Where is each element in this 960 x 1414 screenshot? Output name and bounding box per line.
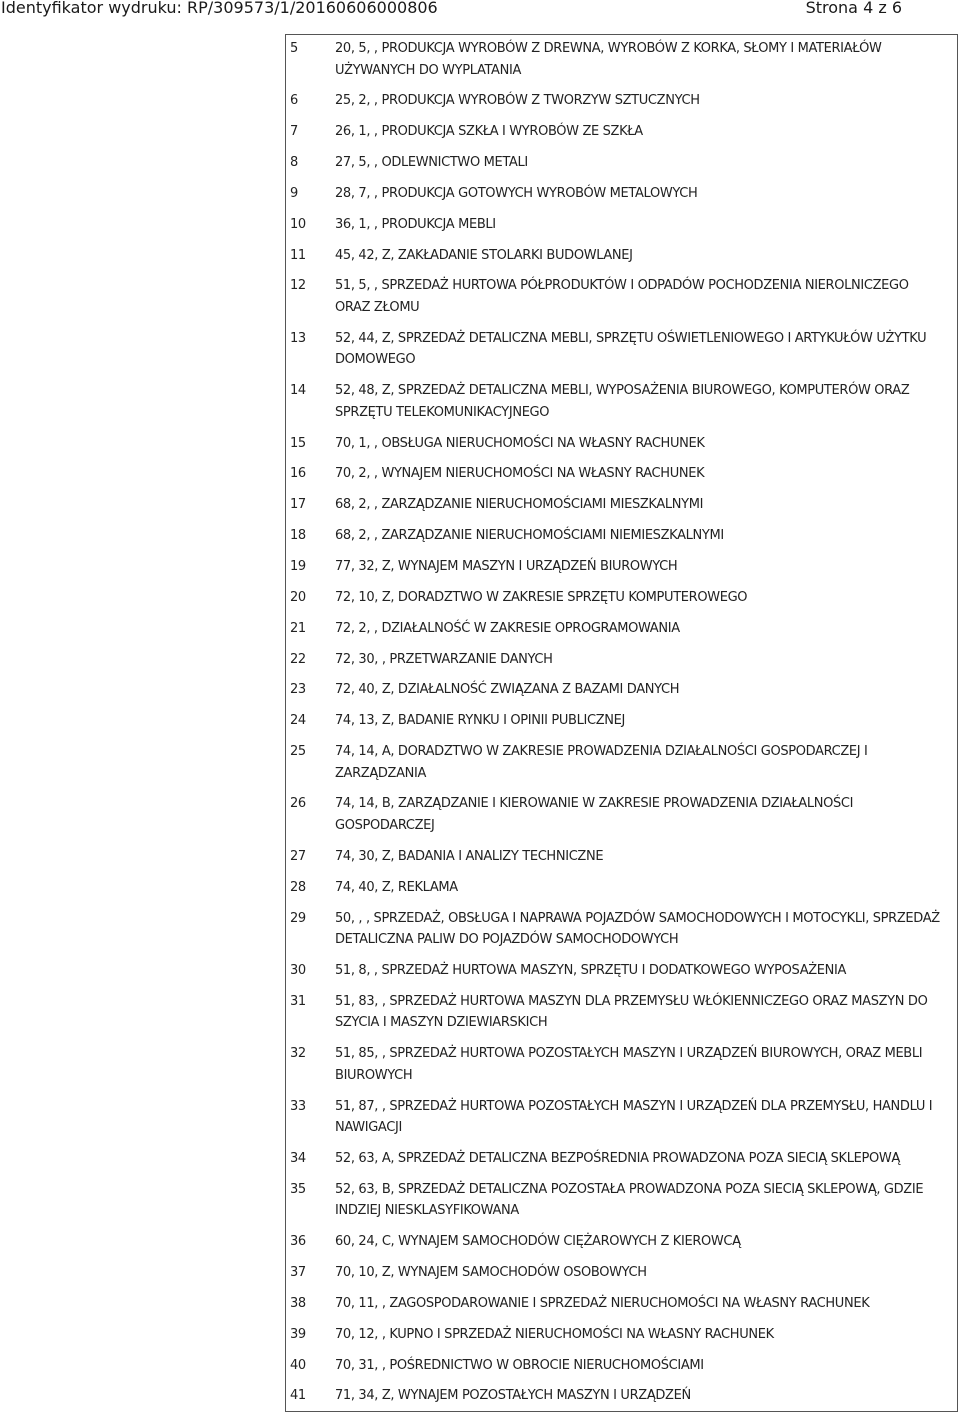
row-number: 29: [290, 910, 306, 926]
row-number: 15: [290, 435, 306, 451]
row-number: 16: [290, 466, 306, 482]
row-activity-text: 70, 11, , ZAGOSPODAROWANIE I SPRZEDAŻ NIERUCHOMOŚCI NA WŁASNY RACHUNEK: [335, 1295, 870, 1311]
row-activity-text: 72, 40, Z, DZIAŁALNOŚĆ ZWIĄZANA Z BAZAMI DANYCH: [335, 682, 680, 698]
row-activity-text: 52, 63, A, SPRZEDAŻ DETALICZNA BEZPOŚREDNIA PROWADZONA POZA SIECIĄ SKLEPOWĄ: [335, 1150, 900, 1166]
row-activity-text: 50, , , SPRZEDAŻ, OBSŁUGA I NAPRAWA POJAZDÓW SAMOCHODOWYCH I MOTOCYKLI, SPRZEDAŻ DETALICZNA PALIW DO POJAZDÓW SAMOCHODOWYCH: [335, 910, 940, 948]
row-number: 24: [290, 713, 306, 729]
row-activity-text: 52, 48, Z, SPRZEDAŻ DETALICZNA MEBLI, WYPOSAŻENIA BIUROWEGO, KOMPUTERÓW ORAZ SPRZĘTU TELEKOMUNIKACYJNEGO: [335, 383, 910, 420]
row-activity-text: 51, 5, , SPRZEDAŻ HURTOWA PÓŁPRODUKTÓW I ODPADÓW POCHODZENIA NIEROLNICZEGO ORAZ ZŁOMU: [335, 278, 909, 315]
table-row: [285, 34, 958, 86]
row-activity-text: 72, 2, , DZIAŁALNOŚĆ W ZAKRESIE OPROGRAMOWANIA: [335, 620, 680, 636]
table-row: [285, 1258, 958, 1289]
row-number: 19: [290, 559, 306, 574]
table-row: [285, 956, 958, 987]
row-activity-text: 26, 1, , PRODUKCJA SZKŁA I WYROBÓW ZE SZKŁA: [335, 124, 643, 140]
table-row: [285, 904, 958, 956]
row-number: 7: [290, 124, 298, 140]
row-activity-text: 51, 85, , SPRZEDAŻ HURTOWA POZOSTAŁYCH MASZYN I URZĄDZEŃ BIUROWYCH, ORAZ MEBLI BIUROWYCH: [335, 1046, 923, 1083]
row-activity-text: 74, 14, B, ZARZĄDZANIE I KIEROWANIE W ZAKRESIE PROWADZENIA DZIAŁALNOŚCI GOSPODARCZEJ: [335, 796, 854, 833]
row-activity-text: 68, 2, , ZARZĄDZANIE NIERUCHOMOŚCIAMI NIEMIESZKALNYMI: [335, 528, 724, 544]
row-number: 38: [290, 1295, 306, 1311]
row-number: 33: [290, 1098, 306, 1114]
row-number: 36: [290, 1234, 306, 1250]
table-row: [285, 737, 958, 789]
row-number: 6: [290, 93, 298, 109]
row-number: 18: [290, 528, 306, 544]
row-activity-text: 70, 10, Z, WYNAJEM SAMOCHODÓW OSOBOWYCH: [335, 1265, 647, 1281]
row-number: 5: [290, 41, 298, 56]
row-number: 11: [290, 247, 306, 263]
table-row: [285, 789, 958, 841]
row-number: 40: [290, 1357, 306, 1373]
page-number: Strona 4 z 6: [805, 0, 902, 17]
table-row: [285, 645, 958, 676]
table-row: [285, 1175, 958, 1227]
row-activity-text: 77, 32, Z, WYNAJEM MASZYN I URZĄDZEŃ BIUROWYCH: [335, 559, 678, 574]
row-number: 12: [290, 278, 306, 294]
table-row: [285, 86, 958, 117]
row-number: 31: [290, 993, 306, 1009]
table-row: [285, 210, 958, 241]
row-number: 23: [290, 682, 306, 698]
table-row: [285, 271, 958, 323]
row-activity-text: 52, 44, Z, SPRZEDAŻ DETALICZNA MEBLI, SPRZĘTU OŚWIETLENIOWEGO I ARTYKUŁÓW UŻYTKU DOMOWEGO: [335, 330, 927, 368]
table-row: [285, 842, 958, 873]
row-activity-text: 20, 5, , PRODUKCJA WYROBÓW Z DREWNA, WYROBÓW Z KORKA, SŁOMY I MATERIAŁÓW UŻYWANYCH DO WYPLATANIA: [335, 41, 882, 78]
table-row: [285, 1144, 958, 1175]
row-activity-text: 28, 7, , PRODUKCJA GOTOWYCH WYROBÓW METALOWYCH: [335, 185, 698, 201]
row-activity-text: 70, 1, , OBSŁUGA NIERUCHOMOŚCI NA WŁASNY RACHUNEK: [335, 435, 705, 451]
table-row: [285, 1351, 958, 1382]
row-activity-text: 51, 83, , SPRZEDAŻ HURTOWA MASZYN DLA PRZEMYSŁU WŁÓKIENNICZEGO ORAZ MASZYN DO SZYCIA I MASZYN DZIEWIARSKICH: [335, 993, 928, 1031]
row-activity-text: 45, 42, Z, ZAKŁADANIE STOLARKI BUDOWLANEJ: [335, 247, 633, 263]
row-number: 22: [290, 651, 306, 667]
row-number: 13: [290, 330, 306, 346]
row-activity-text: 72, 10, Z, DORADZTWO W ZAKRESIE SPRZĘTU KOMPUTEROWEGO: [335, 589, 748, 605]
row-activity-text: 71, 34, Z, WYNAJEM POZOSTAŁYCH MASZYN I URZĄDZEŃ: [335, 1388, 691, 1404]
row-activity-text: 36, 1, , PRODUKCJA MEBLI: [335, 216, 496, 232]
row-activity-text: 68, 2, , ZARZĄDZANIE NIERUCHOMOŚCIAMI MIESZKALNYMI: [335, 497, 704, 513]
row-activity-text: 25, 2, , PRODUKCJA WYROBÓW Z TWORZYW SZTUCZNYCH: [335, 93, 700, 109]
row-activity-text: 70, 12, , KUPNO I SPRZEDAŻ NIERUCHOMOŚCI NA WŁASNY RACHUNEK: [335, 1326, 774, 1342]
row-number: 37: [290, 1265, 306, 1281]
row-activity-text: 27, 5, , ODLEWNICTWO METALI: [335, 155, 528, 171]
table-row: [285, 459, 958, 490]
row-number: 17: [290, 497, 306, 513]
table-row: [285, 1092, 958, 1144]
row-number: 20: [290, 589, 306, 605]
row-number: 28: [290, 879, 306, 895]
row-number: 41: [290, 1388, 306, 1404]
row-activity-text: 70, 2, , WYNAJEM NIERUCHOMOŚCI NA WŁASNY RACHUNEK: [335, 466, 705, 482]
table-row: [285, 241, 958, 272]
table-row: [285, 117, 958, 148]
row-activity-text: 51, 8, , SPRZEDAŻ HURTOWA MASZYN, SPRZĘTU I DODATKOWEGO WYPOSAŻENIA: [335, 962, 847, 978]
row-number: 39: [290, 1326, 306, 1342]
row-activity-text: 72, 30, , PRZETWARZANIE DANYCH: [335, 651, 553, 667]
row-number: 26: [290, 796, 306, 812]
row-activity-text: 52, 63, B, SPRZEDAŻ DETALICZNA POZOSTAŁA PROWADZONA POZA SIECIĄ SKLEPOWĄ, GDZIE INDZIEJ NIESKLASYFIKOWANA: [335, 1181, 924, 1219]
row-number: 32: [290, 1046, 306, 1062]
table-row: [285, 1320, 958, 1351]
page-header: [0, 0, 960, 22]
row-number: 30: [290, 962, 306, 978]
row-number: 34: [290, 1150, 306, 1166]
table-row: [285, 552, 958, 583]
table-row: [285, 873, 958, 904]
print-identifier: Identyfikator wydruku: RP/309573/1/20160606000806: [1, 0, 438, 17]
row-number: 10: [290, 216, 306, 232]
table-row: [285, 706, 958, 737]
table-row: [285, 521, 958, 552]
table-row: [285, 490, 958, 521]
table-row: [285, 1227, 958, 1258]
table-row: [285, 987, 958, 1039]
table-row: [285, 179, 958, 210]
row-activity-text: 70, 31, , POŚREDNICTWO W OBROCIE NIERUCHOMOŚCIAMI: [335, 1357, 704, 1373]
table-row: [285, 1381, 958, 1412]
table-row: [285, 376, 958, 428]
row-activity-text: 60, 24, C, WYNAJEM SAMOCHODÓW CIĘŻAROWYCH Z KIEROWCĄ: [335, 1234, 741, 1250]
row-number: 27: [290, 848, 306, 864]
table-row: [285, 1289, 958, 1320]
row-number: 35: [290, 1181, 306, 1197]
table-row: [285, 148, 958, 179]
row-number: 14: [290, 383, 306, 399]
row-number: 25: [290, 744, 306, 760]
pkd-activity-table: [285, 34, 958, 1412]
table-row: [285, 429, 958, 460]
row-activity-text: 74, 30, Z, BADANIA I ANALIZY TECHNICZNE: [335, 848, 604, 864]
row-number: 21: [290, 620, 306, 636]
row-activity-text: 74, 14, A, DORADZTWO W ZAKRESIE PROWADZENIA DZIAŁALNOŚCI GOSPODARCZEJ I ZARZĄDZANIA: [335, 744, 868, 781]
row-activity-text: 74, 40, Z, REKLAMA: [335, 879, 458, 895]
row-number: 8: [290, 155, 298, 171]
table-row: [285, 324, 958, 376]
table-row: [285, 614, 958, 645]
table-row: [285, 1039, 958, 1091]
table-row: [285, 583, 958, 614]
row-number: 9: [290, 185, 298, 201]
row-activity-text: 74, 13, Z, BADANIE RYNKU I OPINII PUBLICZNEJ: [335, 713, 625, 729]
row-activity-text: 51, 87, , SPRZEDAŻ HURTOWA POZOSTAŁYCH MASZYN I URZĄDZEŃ DLA PRZEMYSŁU, HANDLU I NAWIGACJI: [335, 1098, 933, 1136]
table-row: [285, 675, 958, 706]
